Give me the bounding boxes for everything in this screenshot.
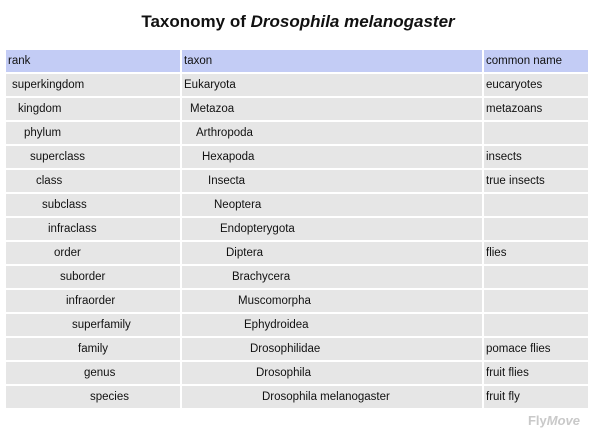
cell-taxon: Neoptera <box>182 194 482 216</box>
cell-rank: species <box>6 386 180 408</box>
table-row <box>6 314 588 336</box>
cell-taxon: Drosophila <box>182 362 482 384</box>
flymove-logo <box>528 413 580 428</box>
table-row <box>6 386 588 408</box>
cell-common-name <box>484 122 588 144</box>
cell-common-name <box>484 266 588 288</box>
cell-common-name: flies <box>484 242 588 264</box>
cell-rank: order <box>6 242 180 264</box>
cell-taxon: Endopterygota <box>182 218 482 240</box>
cell-taxon: Brachycera <box>182 266 482 288</box>
page-title <box>0 12 596 32</box>
cell-taxon: Hexapoda <box>182 146 482 168</box>
cell-common-name: pomace flies <box>484 338 588 360</box>
table-row <box>6 218 588 240</box>
logo-part2: Move <box>546 413 580 428</box>
table-row <box>6 98 588 120</box>
cell-rank: superclass <box>6 146 180 168</box>
table-body <box>6 74 588 408</box>
table-row <box>6 194 588 216</box>
cell-rank: infraorder <box>6 290 180 312</box>
cell-rank: infraclass <box>6 218 180 240</box>
cell-taxon: Ephydroidea <box>182 314 482 336</box>
table-row <box>6 266 588 288</box>
cell-rank: suborder <box>6 266 180 288</box>
table-row <box>6 74 588 96</box>
cell-taxon: Insecta <box>182 170 482 192</box>
cell-common-name <box>484 194 588 216</box>
taxonomy-table <box>4 48 590 410</box>
cell-rank: superfamily <box>6 314 180 336</box>
table-row <box>6 338 588 360</box>
table-row <box>6 170 588 192</box>
cell-taxon: Diptera <box>182 242 482 264</box>
header-common-name: common name <box>484 50 588 72</box>
table-row <box>6 362 588 384</box>
table-row <box>6 290 588 312</box>
cell-common-name: true insects <box>484 170 588 192</box>
cell-taxon: Arthropoda <box>182 122 482 144</box>
cell-rank: family <box>6 338 180 360</box>
cell-taxon: Drosophila melanogaster <box>182 386 482 408</box>
cell-taxon: Eukaryota <box>182 74 482 96</box>
cell-common-name: metazoans <box>484 98 588 120</box>
cell-rank: phylum <box>6 122 180 144</box>
cell-common-name <box>484 314 588 336</box>
cell-common-name <box>484 290 588 312</box>
cell-common-name <box>484 218 588 240</box>
cell-taxon: Muscomorpha <box>182 290 482 312</box>
cell-rank: class <box>6 170 180 192</box>
cell-taxon: Metazoa <box>182 98 482 120</box>
cell-taxon: Drosophilidae <box>182 338 482 360</box>
cell-rank: genus <box>6 362 180 384</box>
header-taxon: taxon <box>182 50 482 72</box>
cell-rank: subclass <box>6 194 180 216</box>
cell-common-name: fruit flies <box>484 362 588 384</box>
table-header-row <box>6 50 588 72</box>
title-species: Drosophila melanogaster <box>250 12 455 31</box>
table-row <box>6 146 588 168</box>
cell-rank: superkingdom <box>6 74 180 96</box>
header-rank: rank <box>6 50 180 72</box>
cell-common-name: insects <box>484 146 588 168</box>
table-row <box>6 242 588 264</box>
cell-common-name: eucaryotes <box>484 74 588 96</box>
title-prefix: Taxonomy of <box>141 12 251 31</box>
cell-rank: kingdom <box>6 98 180 120</box>
logo-part1: Fly <box>527 413 547 428</box>
cell-common-name: fruit fly <box>484 386 588 408</box>
table-row <box>6 122 588 144</box>
